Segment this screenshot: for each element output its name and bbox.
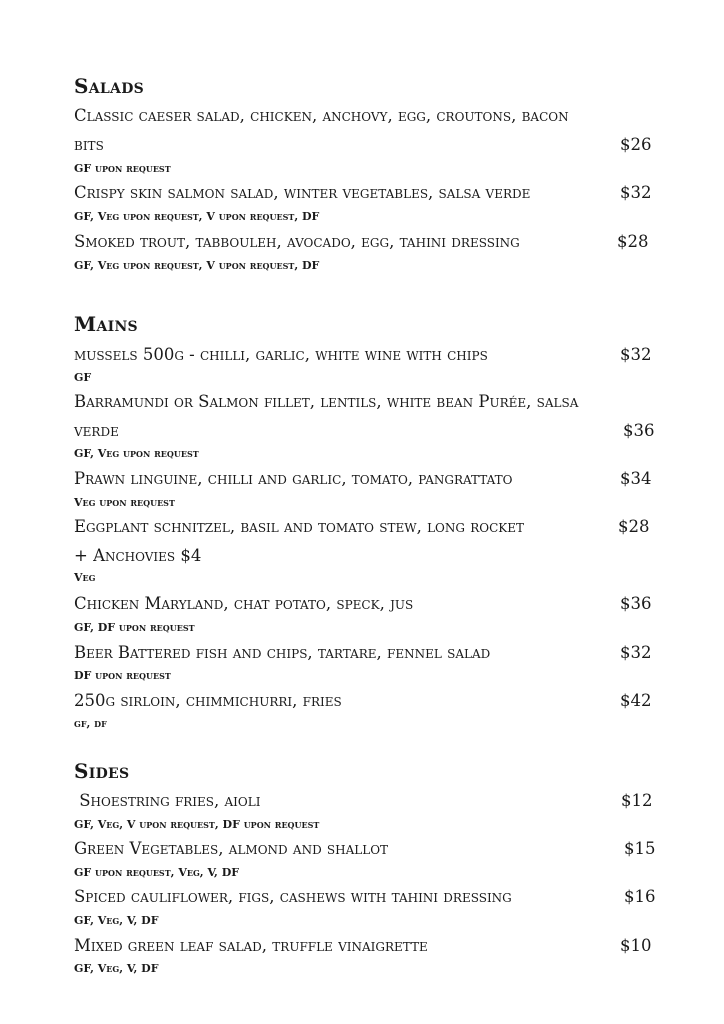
- dietary-note: GF, Veg upon request: [74, 447, 199, 460]
- item-price: $10: [620, 936, 652, 955]
- item-name-cont: bits: [74, 135, 104, 154]
- item-price: $32: [620, 183, 652, 202]
- dietary-note: GF upon request: [74, 162, 171, 175]
- dietary-note: GF, Veg, V, DF: [74, 962, 159, 975]
- dietary-note: GF, Veg upon request, V upon request, DF: [74, 210, 320, 223]
- item-name: mussels 500g - chilli, garlic, white wine with chips: [74, 345, 488, 364]
- item-name: Spiced cauliflower, figs, cashews with tahini dressing: [74, 887, 512, 906]
- item-price: $34: [620, 469, 652, 488]
- item-price: $42: [620, 691, 652, 710]
- section-title-mains: Mains: [74, 312, 138, 336]
- dietary-note: GF, Veg upon request, V upon request, DF: [74, 259, 320, 272]
- dietary-note: Veg: [74, 571, 96, 584]
- item-name: Beer Battered fish and chips, tartare, fennel salad: [74, 643, 491, 662]
- item-price: $15: [624, 839, 656, 858]
- dietary-note: Veg upon request: [74, 496, 175, 509]
- item-extra: + Anchovies $4: [74, 546, 202, 565]
- item-price: $26: [620, 135, 652, 154]
- dietary-note: GF, Veg, V, DF: [74, 914, 159, 927]
- item-name: 250g sirloin, chimmichurri, fries: [74, 691, 342, 710]
- dietary-note: gf, df: [74, 717, 107, 730]
- item-name: Smoked trout, tabbouleh, avocado, egg, tahini dressing: [74, 232, 520, 251]
- section-title-sides: Sides: [74, 759, 130, 783]
- item-name: Eggplant schnitzel, basil and tomato stew, long rocket: [74, 517, 524, 536]
- item-name: Mixed green leaf salad, truffle vinaigrette: [74, 936, 428, 955]
- item-price: $36: [623, 421, 655, 440]
- item-name: Green Vegetables, almond and shallot: [74, 839, 389, 858]
- item-price: $12: [621, 791, 653, 810]
- dietary-note: GF, DF upon request: [74, 621, 195, 634]
- dietary-note: DF upon request: [74, 669, 171, 682]
- item-price: $16: [624, 887, 656, 906]
- item-name: Barramundi or Salmon fillet, lentils, white bean Purée, salsa: [74, 392, 579, 411]
- item-name-cont: verde: [74, 421, 119, 440]
- item-price: $28: [618, 517, 650, 536]
- item-name: Shoestring fries, aioli: [74, 791, 261, 810]
- section-title-salads: Salads: [74, 74, 145, 98]
- item-price: $32: [620, 643, 652, 662]
- item-name: Chicken Maryland, chat potato, speck, jus: [74, 594, 414, 613]
- item-name: Prawn linguine, chilli and garlic, tomato, pangrattato: [74, 469, 513, 488]
- dietary-note: GF upon request, Veg, V, DF: [74, 866, 240, 879]
- dietary-note: GF: [74, 371, 92, 384]
- item-name: Classic caeser salad, chicken, anchovy, egg, croutons, bacon: [74, 106, 569, 125]
- item-price: $28: [617, 232, 649, 251]
- item-name: Crispy skin salmon salad, winter vegetables, salsa verde: [74, 183, 531, 202]
- dietary-note: GF, Veg, V upon request, DF upon request: [74, 818, 320, 831]
- item-price: $32: [620, 345, 652, 364]
- item-price: $36: [620, 594, 652, 613]
